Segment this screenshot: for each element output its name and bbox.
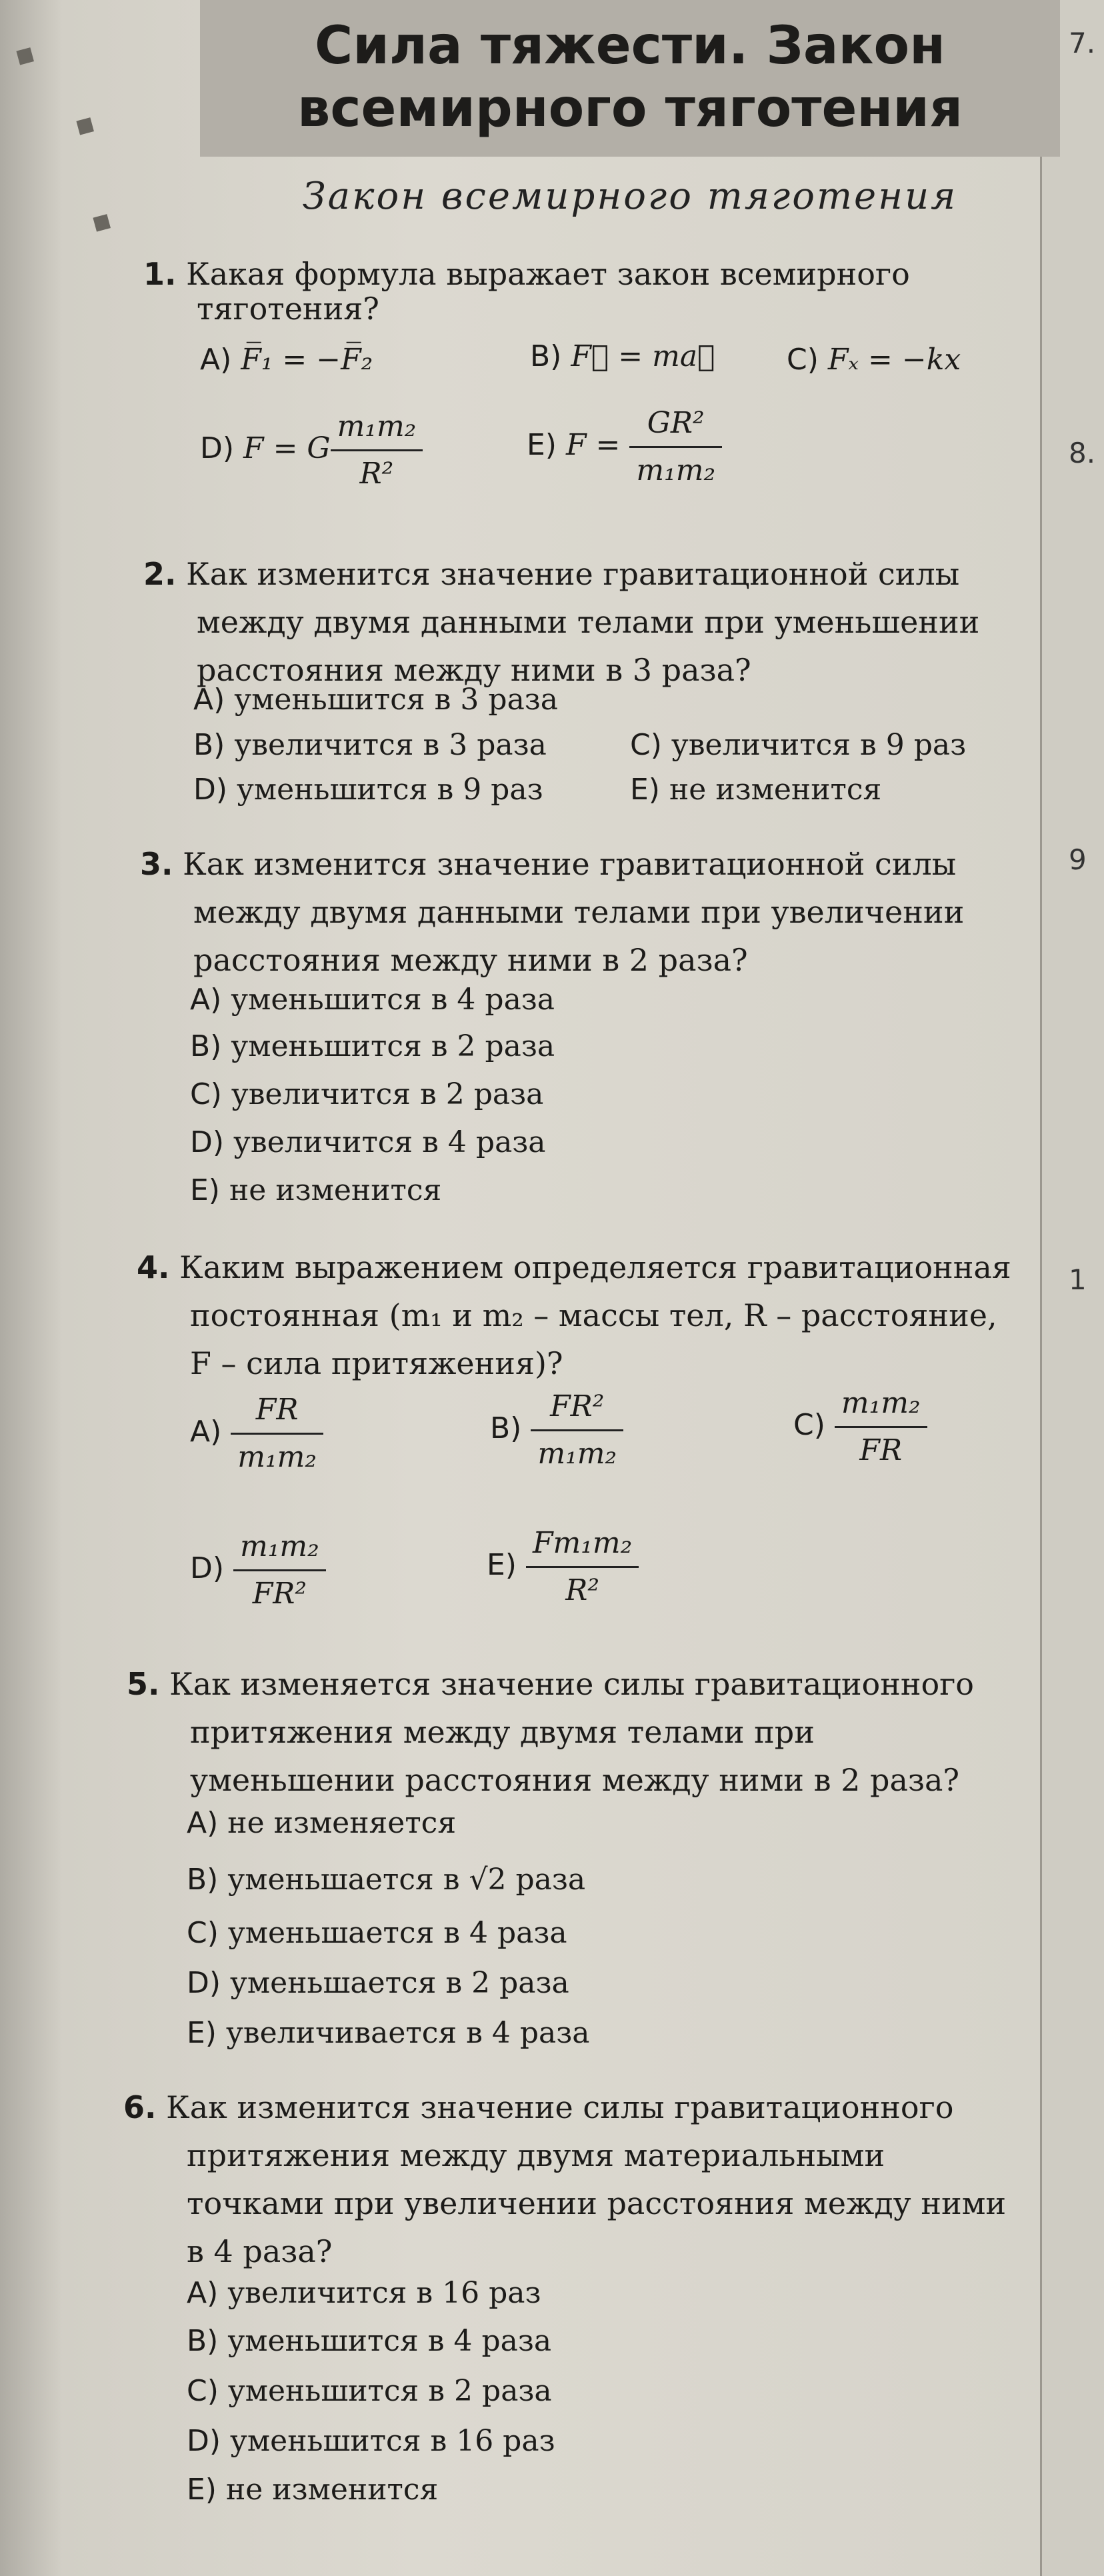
formula-fraction: $\frac{\text{Fm₁m₂}}{\text{R²}}$ (526, 1523, 639, 1611)
question-number: 1. (143, 256, 177, 292)
question-2 (143, 550, 979, 694)
page-title (200, 15, 1060, 140)
option-c: C) уменьшится в 2 раза (187, 2374, 552, 2408)
option-b: B) $\frac{\text{FR²}}{\text{m₁m₂}}$ (490, 1387, 623, 1474)
option-c: C) увеличится в 2 раза (190, 1077, 544, 1111)
question-4 (137, 1243, 1011, 1387)
margin-number-7: 7. (1069, 27, 1096, 59)
question-text-line: между двумя данными телами при уменьшении (197, 604, 980, 640)
question-number: 6. (123, 2089, 157, 2125)
question-text-line: в 4 раза? (187, 2233, 333, 2269)
question-text-line: между двумя данными телами при увеличении (193, 894, 965, 930)
question-number: 4. (137, 1249, 170, 1285)
formula-fraction: $\frac{\text{m₁m₂}}{\text{FR²}}$ (233, 1527, 326, 1614)
question-text-line: притяжения между двумя материальными (187, 2137, 885, 2173)
formula-fraction: $\frac{\text{FR²}}{\text{m₁m₂}}$ (531, 1387, 623, 1474)
question-text-line: притяжения между двумя телами при (190, 1714, 815, 1750)
question-3 (140, 840, 964, 984)
question-text-line: расстояния между ними в 2 раза? (193, 942, 748, 978)
option-b: B) увеличится в 3 раза (193, 728, 547, 762)
option-b: B) уменьшится в 2 раза (190, 1029, 555, 1063)
formula-fraction: $\frac{\text{m₁m₂}}{\text{R²}}$ (331, 407, 423, 494)
option-a: A) F̅₁ = −F̅₂ (200, 343, 373, 377)
title-line-2: всемирного тяготения (297, 79, 963, 139)
question-text-line: Как изменяется значение силы гравитационного (169, 1666, 975, 1702)
formula-fraction: $\frac{\text{GR²}}{\text{m₁m₂}}$ (629, 403, 722, 491)
question-text-line: Как изменится значение гравитационной силы (183, 846, 957, 882)
option-a: A) не изменяется (187, 1806, 457, 1840)
question-text-line: Как изменится значение силы гравитационного (166, 2089, 954, 2125)
option-e: E) не изменится (630, 773, 882, 807)
option-a: A) $\frac{FR}{\text{m₁m₂}}$ (190, 1390, 323, 1477)
option-d: D) $\frac{\text{m₁m₂}}{\text{FR²}}$ (190, 1527, 326, 1614)
option-c: C) $\frac{\text{m₁m₂}}{FR}$ (793, 1383, 927, 1471)
option-c: C) увеличится в 9 раз (630, 728, 967, 762)
adjacent-page-edge (1040, 0, 1104, 2576)
option-e: E) F = $\frac{\text{GR²}}{\text{m₁m₂}}$ (527, 403, 722, 491)
option-a: A) увеличится в 16 раз (187, 2276, 541, 2310)
margin-decoration: ◆ (81, 205, 119, 239)
option-d: D) уменьшается в 2 раза (187, 1966, 569, 2000)
option-b: B) уменьшится в 4 раза (187, 2324, 552, 2358)
question-1 (143, 250, 910, 333)
section-subtitle: Закон всемирного тяготения (302, 175, 958, 218)
question-text-line: Как изменится значение гравитационной силы (186, 556, 960, 592)
option-b: B) уменьшается в √2 раза (187, 1863, 586, 1897)
margin-number-8: 8. (1069, 437, 1096, 469)
question-text-line: Каким выражением определяется гравитационная (179, 1249, 1011, 1285)
margin-decoration: ◆ (65, 109, 102, 142)
question-text-line: уменьшении расстояния между ними в 2 раза? (190, 1762, 960, 1798)
question-6 (123, 2083, 1006, 2275)
option-d: D) увеличится в 4 раза (190, 1125, 546, 1159)
question-text-line: Какая формула выражает закон всемирного (186, 256, 910, 292)
question-number: 5. (127, 1666, 160, 1702)
question-text-line: расстояния между ними в 3 раза? (197, 652, 751, 688)
margin-decoration: ◆ (5, 39, 42, 72)
option-e: E) увеличивается в 4 раза (187, 2016, 590, 2050)
question-text-line: постоянная (m₁ и m₂ – массы тел, R – расстояние, (190, 1297, 997, 1333)
option-c: C) уменьшается в 4 раза (187, 1916, 567, 1950)
question-text-line: F – сила притяжения)? (190, 1345, 563, 1381)
option-c: C) Fₓ = −kx (787, 343, 961, 377)
option-d: D) F = G $\frac{\text{m₁m₂}}{\text{R²}}$ (200, 407, 423, 494)
question-text-line: точками при увеличении расстояния между ними (187, 2185, 1007, 2221)
option-e: E) не изменится (187, 2473, 439, 2507)
margin-number-9: 9 (1069, 843, 1087, 876)
formula-fraction: $\frac{\text{m₁m₂}}{FR}$ (835, 1383, 927, 1471)
option-a: A) уменьшится в 3 раза (193, 683, 559, 717)
question-number: 3. (140, 846, 173, 882)
question-number: 2. (143, 556, 177, 592)
option-d: D) уменьшится в 9 раз (193, 773, 543, 807)
option-d: D) уменьшится в 16 раз (187, 2424, 555, 2458)
margin-number-1: 1 (1069, 1263, 1087, 1296)
formula-fraction: $\frac{FR}{\text{m₁m₂}}$ (231, 1390, 323, 1477)
option-b: B) F⃗ = ma⃗ (530, 339, 715, 373)
option-e: E) $\frac{\text{Fm₁m₂}}{\text{R²}}$ (487, 1523, 639, 1611)
question-5 (127, 1660, 974, 1804)
title-line-1: Сила тяжести. Закон (315, 16, 945, 76)
option-e: E) не изменится (190, 1173, 442, 1207)
option-a: A) уменьшится в 4 раза (190, 983, 555, 1017)
question-text-line: тяготения? (197, 291, 379, 327)
